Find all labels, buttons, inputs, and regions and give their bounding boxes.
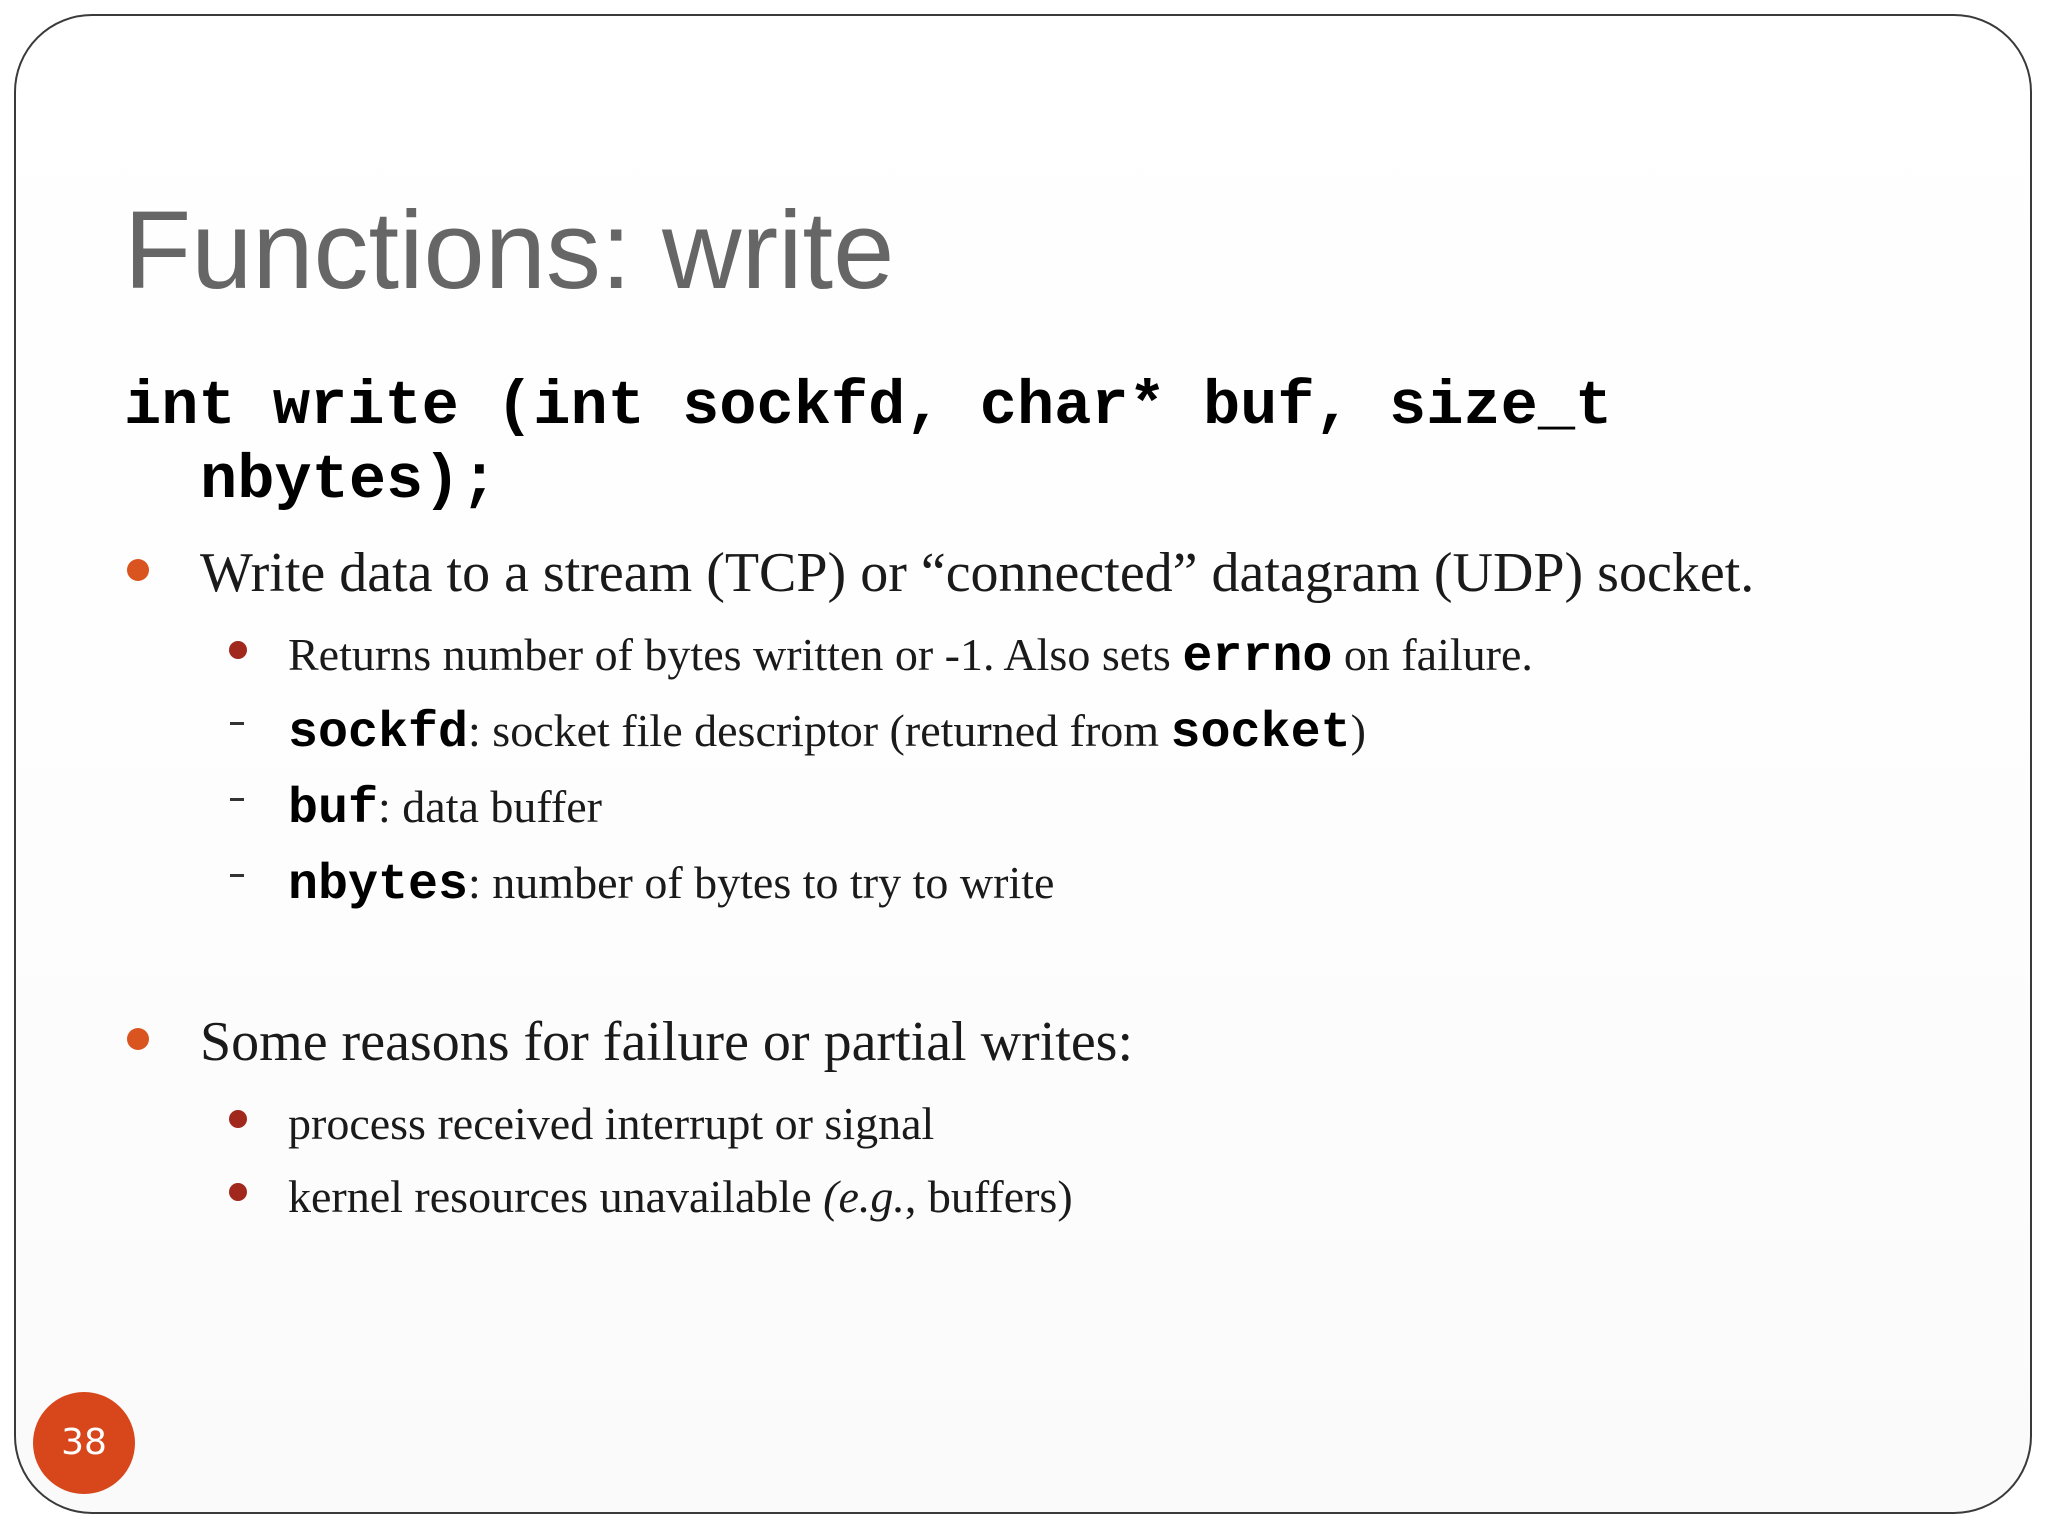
sub-bullet-dot-icon (229, 1110, 247, 1128)
bullet-dot-icon (127, 559, 149, 581)
code-buf: buf (288, 781, 379, 838)
sub-bullet-text: , buffers) (904, 1171, 1073, 1222)
page-number-badge: 38 (33, 1392, 135, 1494)
sub-bullet-dash-icon (230, 874, 244, 877)
sub-bullet-item (288, 626, 1533, 687)
sub-bullet-text: : data buffer (378, 781, 602, 832)
sub-bullet-text: ) (1350, 705, 1366, 756)
function-signature (124, 370, 1974, 518)
code-errno: errno (1182, 629, 1333, 686)
signature-line-1: int write (int sockfd, char* buf, size_t (124, 371, 1613, 442)
sub-bullet-text: Returns number of bytes written or -1. Also sets (288, 629, 1183, 680)
code-socket: socket (1170, 705, 1351, 762)
code-sockfd: sockfd (288, 705, 469, 762)
sub-bullet-text: : number of bytes to try to write (468, 857, 1055, 908)
sub-bullet-item (288, 1168, 1073, 1226)
sub-bullet-dot-icon (229, 641, 247, 659)
sub-bullet-item (288, 854, 1054, 915)
signature-line-2: nbytes); (200, 445, 498, 516)
bullet-item: Write data to a stream (TCP) or “connected” datagram (UDP) socket. (200, 542, 1755, 604)
sub-bullet-text: kernel resources unavailable (288, 1171, 824, 1222)
sub-bullet-item (288, 778, 602, 839)
bullet-item: Some reasons for failure or partial writes: (200, 1011, 1134, 1073)
sub-bullet-item (288, 702, 1366, 763)
sub-bullet-text: on failure. (1332, 629, 1533, 680)
sub-bullet-dash-icon (230, 798, 244, 801)
sub-bullet-dash-icon (230, 722, 244, 725)
sub-bullet-item: process received interrupt or signal (288, 1098, 935, 1149)
bullet-dot-icon (127, 1028, 149, 1050)
sub-bullet-italic: (e.g. (823, 1171, 905, 1222)
sub-bullet-text: : socket file descriptor (returned from (468, 705, 1171, 756)
slide-title: Functions: write (124, 189, 895, 312)
sub-bullet-dot-icon (229, 1183, 247, 1201)
code-nbytes: nbytes (288, 857, 469, 914)
